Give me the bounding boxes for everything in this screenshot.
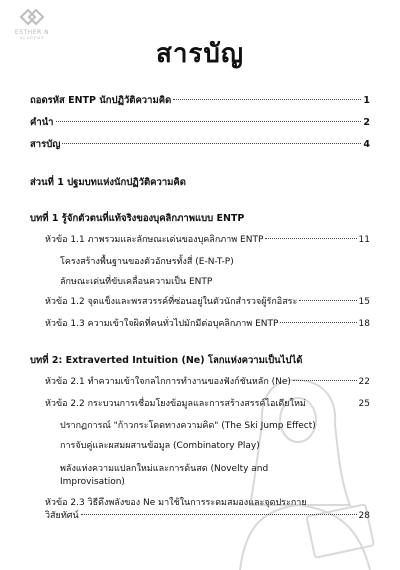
part-1-heading: ส่วนที่ 1 ปฐมบทแห่งนักปฏิวัติความคิด <box>30 177 186 188</box>
toc-label: โครงสร้างพื้นฐานของตัวอักษรทั้งสี่ (E-N-T-P) <box>60 257 234 267</box>
toc-label: หัวข้อ 1.3 ความเข้าใจผิดที่คนทั่วไปมักมีต่อบุคลิกภาพ ENTP <box>45 319 279 329</box>
page-title: สารบัญ <box>155 39 245 69</box>
logo-brand: ESTHER N <box>14 29 50 36</box>
toc-label: ลักษณะเด่นที่ขับเคลื่อนความเป็น ENTP <box>60 277 213 287</box>
toc-front-1[interactable] <box>30 94 370 116</box>
toc-page: 28 <box>358 511 370 521</box>
toc-front-3[interactable] <box>30 138 370 160</box>
toc-page: 18 <box>358 319 370 329</box>
toc-label: วิสัยทัศน์ <box>45 511 79 521</box>
chapter-1-heading[interactable]: บทที่ 1 รู้จักตัวตนที่แท้จริงของบุคลิกภาพแบบ ENTP <box>30 213 245 224</box>
toc-label: หัวข้อ 2.2 กระบวนการเชื่อมโยงข้อมูลและการสร้างสรรค์ไอเดียใหม่ <box>45 399 306 409</box>
toc-label: คำนำ <box>30 117 54 128</box>
toc-label: หัวข้อ 1.1 ภาพรวมและลักษณะเด่นของบุคลิกภาพ ENTP <box>45 235 264 245</box>
toc-topic-1-2[interactable] <box>30 296 370 318</box>
background-illustration <box>200 340 400 570</box>
toc-page: 15 <box>358 297 370 307</box>
toc-topic-1-1[interactable] <box>30 234 370 256</box>
toc-label: หัวข้อ 1.2 จุดแข็งและพรสวรรค์ที่ซ่อนอยู่ในตัวนักสำรวจผู้รักอิสระ <box>45 297 298 307</box>
toc-page: 25 <box>358 399 370 409</box>
toc-page: 2 <box>363 117 370 128</box>
toc-front-2[interactable] <box>30 116 370 138</box>
logo-mark-icon <box>17 6 47 28</box>
toc-page: 4 <box>363 139 370 150</box>
toc-topic-1-3[interactable] <box>30 318 370 340</box>
toc-page: 11 <box>358 235 370 245</box>
toc-page: 22 <box>358 377 370 387</box>
chapter-2-heading[interactable]: บทที่ 2: Extraverted Intuition (Ne) โลกแห่งความเป็นไปได้ <box>30 355 303 366</box>
logo-sub: ACADEMY <box>19 36 45 40</box>
toc-label: ปรากฏการณ์ "ก้าวกระโดดทางความคิด" (The Ski Jump Effect) <box>60 421 316 431</box>
toc-label: ถอดรหัส ENTP นักปฏิวัติความคิด <box>30 95 172 106</box>
toc-page: 1 <box>363 95 370 106</box>
toc-subtopic[interactable] <box>30 256 370 276</box>
toc-label: การจับคู่และผสมผสานข้อมูล (Combinatory Play) <box>60 441 260 451</box>
toc-label: สารบัญ <box>30 139 61 150</box>
toc-subtopic[interactable] <box>30 276 370 296</box>
toc-topic-2-3-line-1[interactable]: หัวข้อ 2.3 วิธีดึงพลังของ Ne มาใช้ในการระดมสมองและจุดประกาย <box>45 498 307 508</box>
toc-label: หัวข้อ 2.1 ทำความเข้าใจกลไกการทำงานของฟังก์ชันหลัก (Ne) <box>45 377 291 387</box>
toc-label: Improvisation) <box>60 477 125 487</box>
toc-label: พลังแห่งความแปลกใหม่และการด้นสด (Novelty and <box>60 464 269 474</box>
